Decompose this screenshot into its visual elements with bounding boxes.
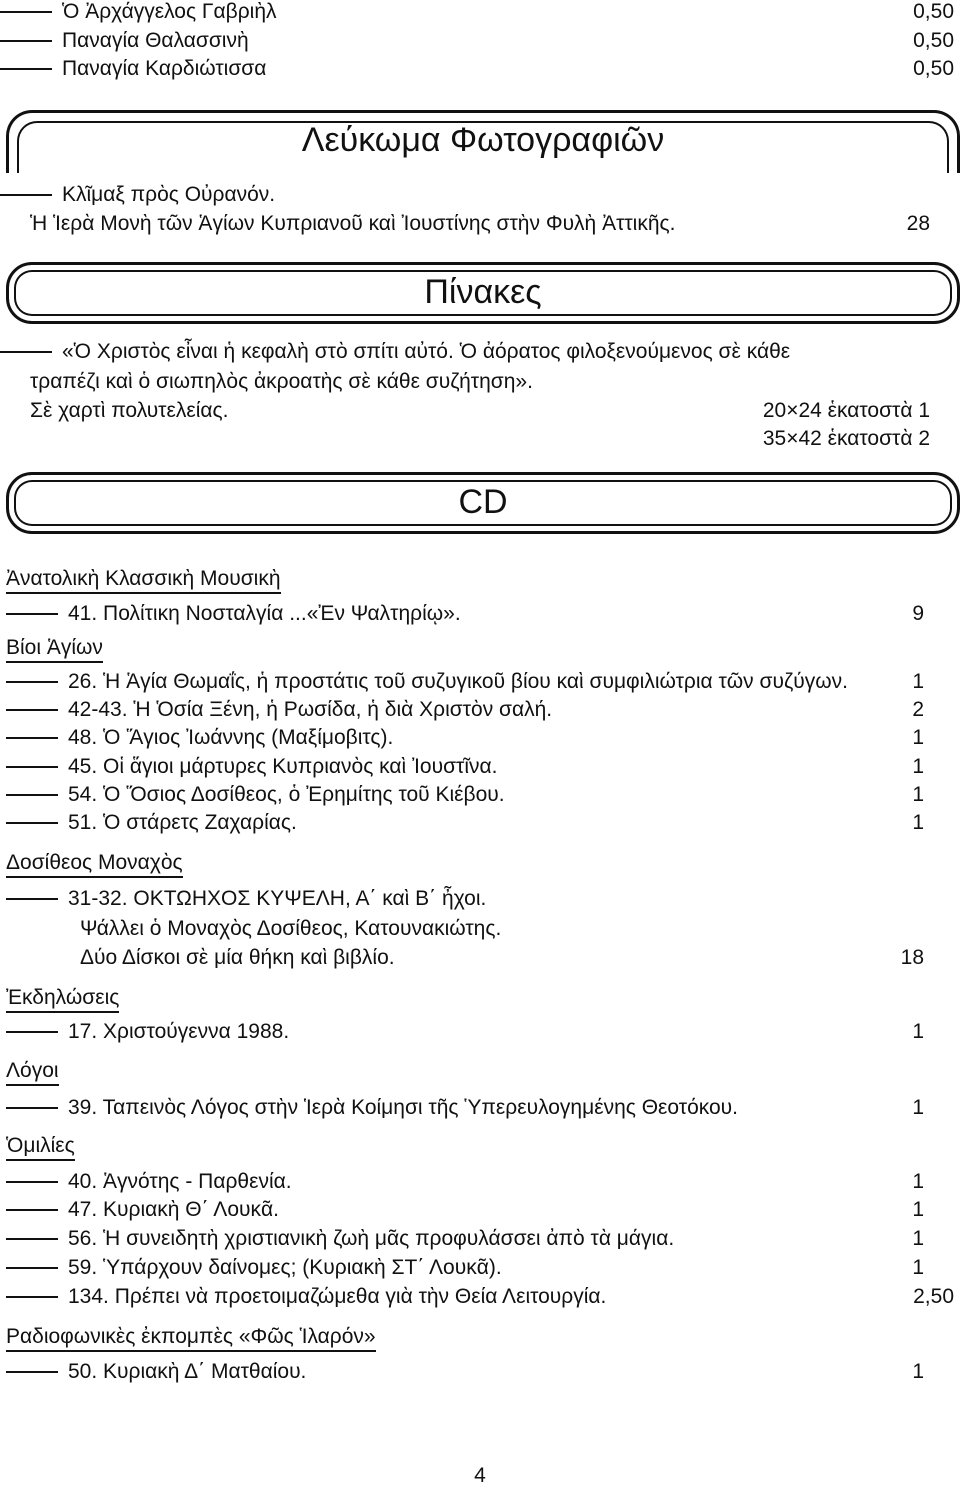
subsection-heading: Δοσίθεος Μοναχὸς: [6, 851, 183, 878]
list-item: [6, 670, 848, 694]
item-title: 31-32. ΟΚΤΩΗΧΟΣ ΚΥΨΕΛΗ, Α΄ καὶ Β΄ ἦχοι.: [68, 887, 487, 910]
item-price: 1: [912, 670, 924, 693]
item-price: 35×42 ἑκατοστὰ 2: [762, 427, 930, 450]
dash-icon: [6, 794, 58, 796]
subsection-heading: Ἀνατολικὴ Κλασσικὴ Μουσικὴ: [6, 567, 281, 594]
dash-icon: [6, 737, 58, 739]
item-price: 1: [912, 1020, 924, 1043]
dash-icon: [6, 1181, 58, 1183]
item-title: 42-43. Ἡ Ὁσία Ξένη, ἡ Ρωσίδα, ἡ διὰ Χριστὸν σαλή.: [68, 698, 553, 721]
section-heading: Πίνακες: [424, 273, 542, 311]
dash-icon: [6, 1209, 58, 1211]
item-text: τραπέζι καὶ ὁ σιωπηλὸς ἀκροατὴς σὲ κάθε συζήτηση».: [30, 370, 533, 393]
item-price: 2,50: [913, 1285, 954, 1308]
list-item: [6, 698, 552, 722]
dash-icon: [0, 40, 52, 42]
item-price: 2: [912, 698, 924, 721]
list-item: [6, 1360, 306, 1384]
item-title: 48. Ὁ Ἅγιος Ἰωάννης (Μαξίμοβιτς).: [68, 726, 394, 749]
item-title: Παναγία Καρδιώτισσα: [62, 57, 267, 80]
dash-icon: [6, 1238, 58, 1240]
item-price: 1: [912, 1227, 924, 1250]
dash-icon: [6, 1107, 58, 1109]
list-item: [6, 1227, 674, 1251]
list-item: [6, 1285, 606, 1309]
item-price: 0,50: [913, 29, 954, 52]
list-item: [6, 783, 505, 807]
dash-icon: [6, 766, 58, 768]
list-item: [0, 29, 249, 53]
item-title: 59. Ὑπάρχουν δαίνομες; (Κυριακὴ ΣΤ΄ Λουκᾶ).: [68, 1256, 502, 1279]
item-price: 1: [912, 755, 924, 778]
item-price: 9: [912, 602, 924, 625]
item-title: 134. Πρέπει νὰ προετοιμαζώμεθα γιὰ τὴν Θεία Λειτουργία.: [68, 1285, 607, 1308]
section-heading: Λεύκωμα Φωτογραφιῶν: [301, 121, 665, 159]
list-item: [0, 57, 266, 81]
section-banner: [6, 262, 960, 324]
item-price: 0,50: [913, 0, 954, 23]
item-title: Παναγία Θαλασσινὴ: [62, 29, 249, 52]
dash-icon: [6, 709, 58, 711]
list-item: [6, 1198, 279, 1222]
item-title: 54. Ὁ Ὅσιος Δοσίθεος, ὁ Ἐρημίτης τοῦ Κιέβου.: [68, 783, 505, 806]
subsection-heading: Ραδιοφωνικὲς ἐκπομπὲς «Φῶς Ἱλαρόν»: [6, 1325, 376, 1352]
list-item: [6, 1096, 738, 1120]
list-item: [6, 726, 393, 750]
item-title: 50. Κυριακὴ Δ΄ Ματθαίου.: [68, 1360, 307, 1383]
item-price: 1: [912, 1198, 924, 1221]
list-item: [6, 602, 461, 626]
dash-icon: [0, 68, 52, 70]
section-banner: [6, 110, 960, 173]
dash-icon: [6, 1031, 58, 1033]
item-text: Δύο Δίσκοι σὲ μία θήκη καὶ βιβλίο.: [80, 946, 395, 969]
item-subtitle: Ἡ Ἱερὰ Μονὴ τῶν Ἁγίων Κυπριανοῦ καὶ Ἰουστίνης στὴν Φυλὴ Ἀττικῆς.: [30, 212, 676, 235]
list-item: [0, 340, 790, 364]
subsection-heading: Ἐκδηλώσεις: [6, 986, 119, 1013]
dash-icon: [0, 351, 52, 353]
item-title: Κλῖμαξ πρὸς Οὐρανόν.: [62, 183, 276, 206]
item-title: «Ὁ Χριστὸς εἶναι ἡ κεφαλὴ στὸ σπίτι αὐτό. Ὁ ἀόρατος φιλοξενούμενος σὲ κάθε: [62, 340, 791, 363]
item-title: 39. Ταπεινὸς Λόγος στὴν Ἱερὰ Κοίμησι τῆς Ὑπερευλογημένης Θεοτόκου.: [68, 1096, 739, 1119]
item-title: 40. Ἁγνότης - Παρθενία.: [68, 1170, 292, 1193]
item-price: 1: [912, 783, 924, 806]
item-title: 45. Οἱ ἅγιοι μάρτυρες Κυπριανὸς καὶ Ἰουστῖνα.: [68, 755, 498, 778]
dash-icon: [6, 1371, 58, 1373]
item-title: 17. Χριστούγεννα 1988.: [68, 1020, 290, 1043]
dash-icon: [6, 1296, 58, 1298]
dash-icon: [0, 11, 52, 13]
item-price: 1: [912, 1360, 924, 1383]
item-title: 47. Κυριακὴ Θ΄ Λουκᾶ.: [68, 1198, 279, 1221]
item-price: 1: [912, 1170, 924, 1193]
section-banner: [6, 472, 960, 534]
item-price: 0,50: [913, 57, 954, 80]
dash-icon: [6, 613, 58, 615]
section-heading: CD: [458, 483, 508, 521]
list-item: [6, 887, 486, 911]
item-price: 1: [912, 726, 924, 749]
list-item: [6, 1020, 289, 1044]
list-item: [6, 1256, 502, 1280]
page-number: 4: [474, 1464, 486, 1487]
list-item: [6, 811, 297, 835]
item-text: Ψάλλει ὁ Μοναχὸς Δοσίθεος, Κατουνακιώτης.: [80, 917, 502, 940]
item-price: 1: [912, 1256, 924, 1279]
item-text: Σὲ χαρτὶ πολυτελείας.: [30, 399, 229, 422]
dash-icon: [6, 898, 58, 900]
item-title: 51. Ὁ στάρετς Ζαχαρίας.: [68, 811, 297, 834]
dash-icon: [6, 681, 58, 683]
list-item: [6, 1170, 292, 1194]
item-price: 1: [912, 811, 924, 834]
subsection-heading: Λόγοι: [6, 1059, 59, 1086]
list-item: [0, 0, 277, 24]
dash-icon: [0, 194, 52, 196]
item-price: 28: [906, 212, 930, 235]
item-title: Ὁ Ἀρχάγγελος Γαβριὴλ: [62, 0, 277, 23]
subsection-heading: Βίοι Ἁγίων: [6, 636, 103, 663]
subsection-heading: Ὁμιλίες: [6, 1134, 75, 1161]
list-item: [6, 755, 497, 779]
dash-icon: [6, 1267, 58, 1269]
item-title: 56. Ἡ συνειδητὴ χριστιανικὴ ζωὴ μᾶς προφυλάσσει ἀπὸ τὰ μάγια.: [68, 1227, 675, 1250]
item-price: 20×24 ἑκατοστὰ 1: [762, 399, 930, 422]
item-price: 1: [912, 1096, 924, 1119]
item-title: 26. Ἡ Ἁγία Θωμαΐς, ἡ προστάτις τοῦ συζυγικοῦ βίου καὶ συμφιλιώτρια τῶν συζύγων.: [68, 670, 848, 693]
item-title: 41. Πολίτικη Νοσταλγία ...«Ἐν Ψαλτηρίῳ».: [68, 602, 461, 625]
dash-icon: [6, 822, 58, 824]
item-price: 18: [900, 946, 924, 969]
list-item: [0, 183, 275, 207]
